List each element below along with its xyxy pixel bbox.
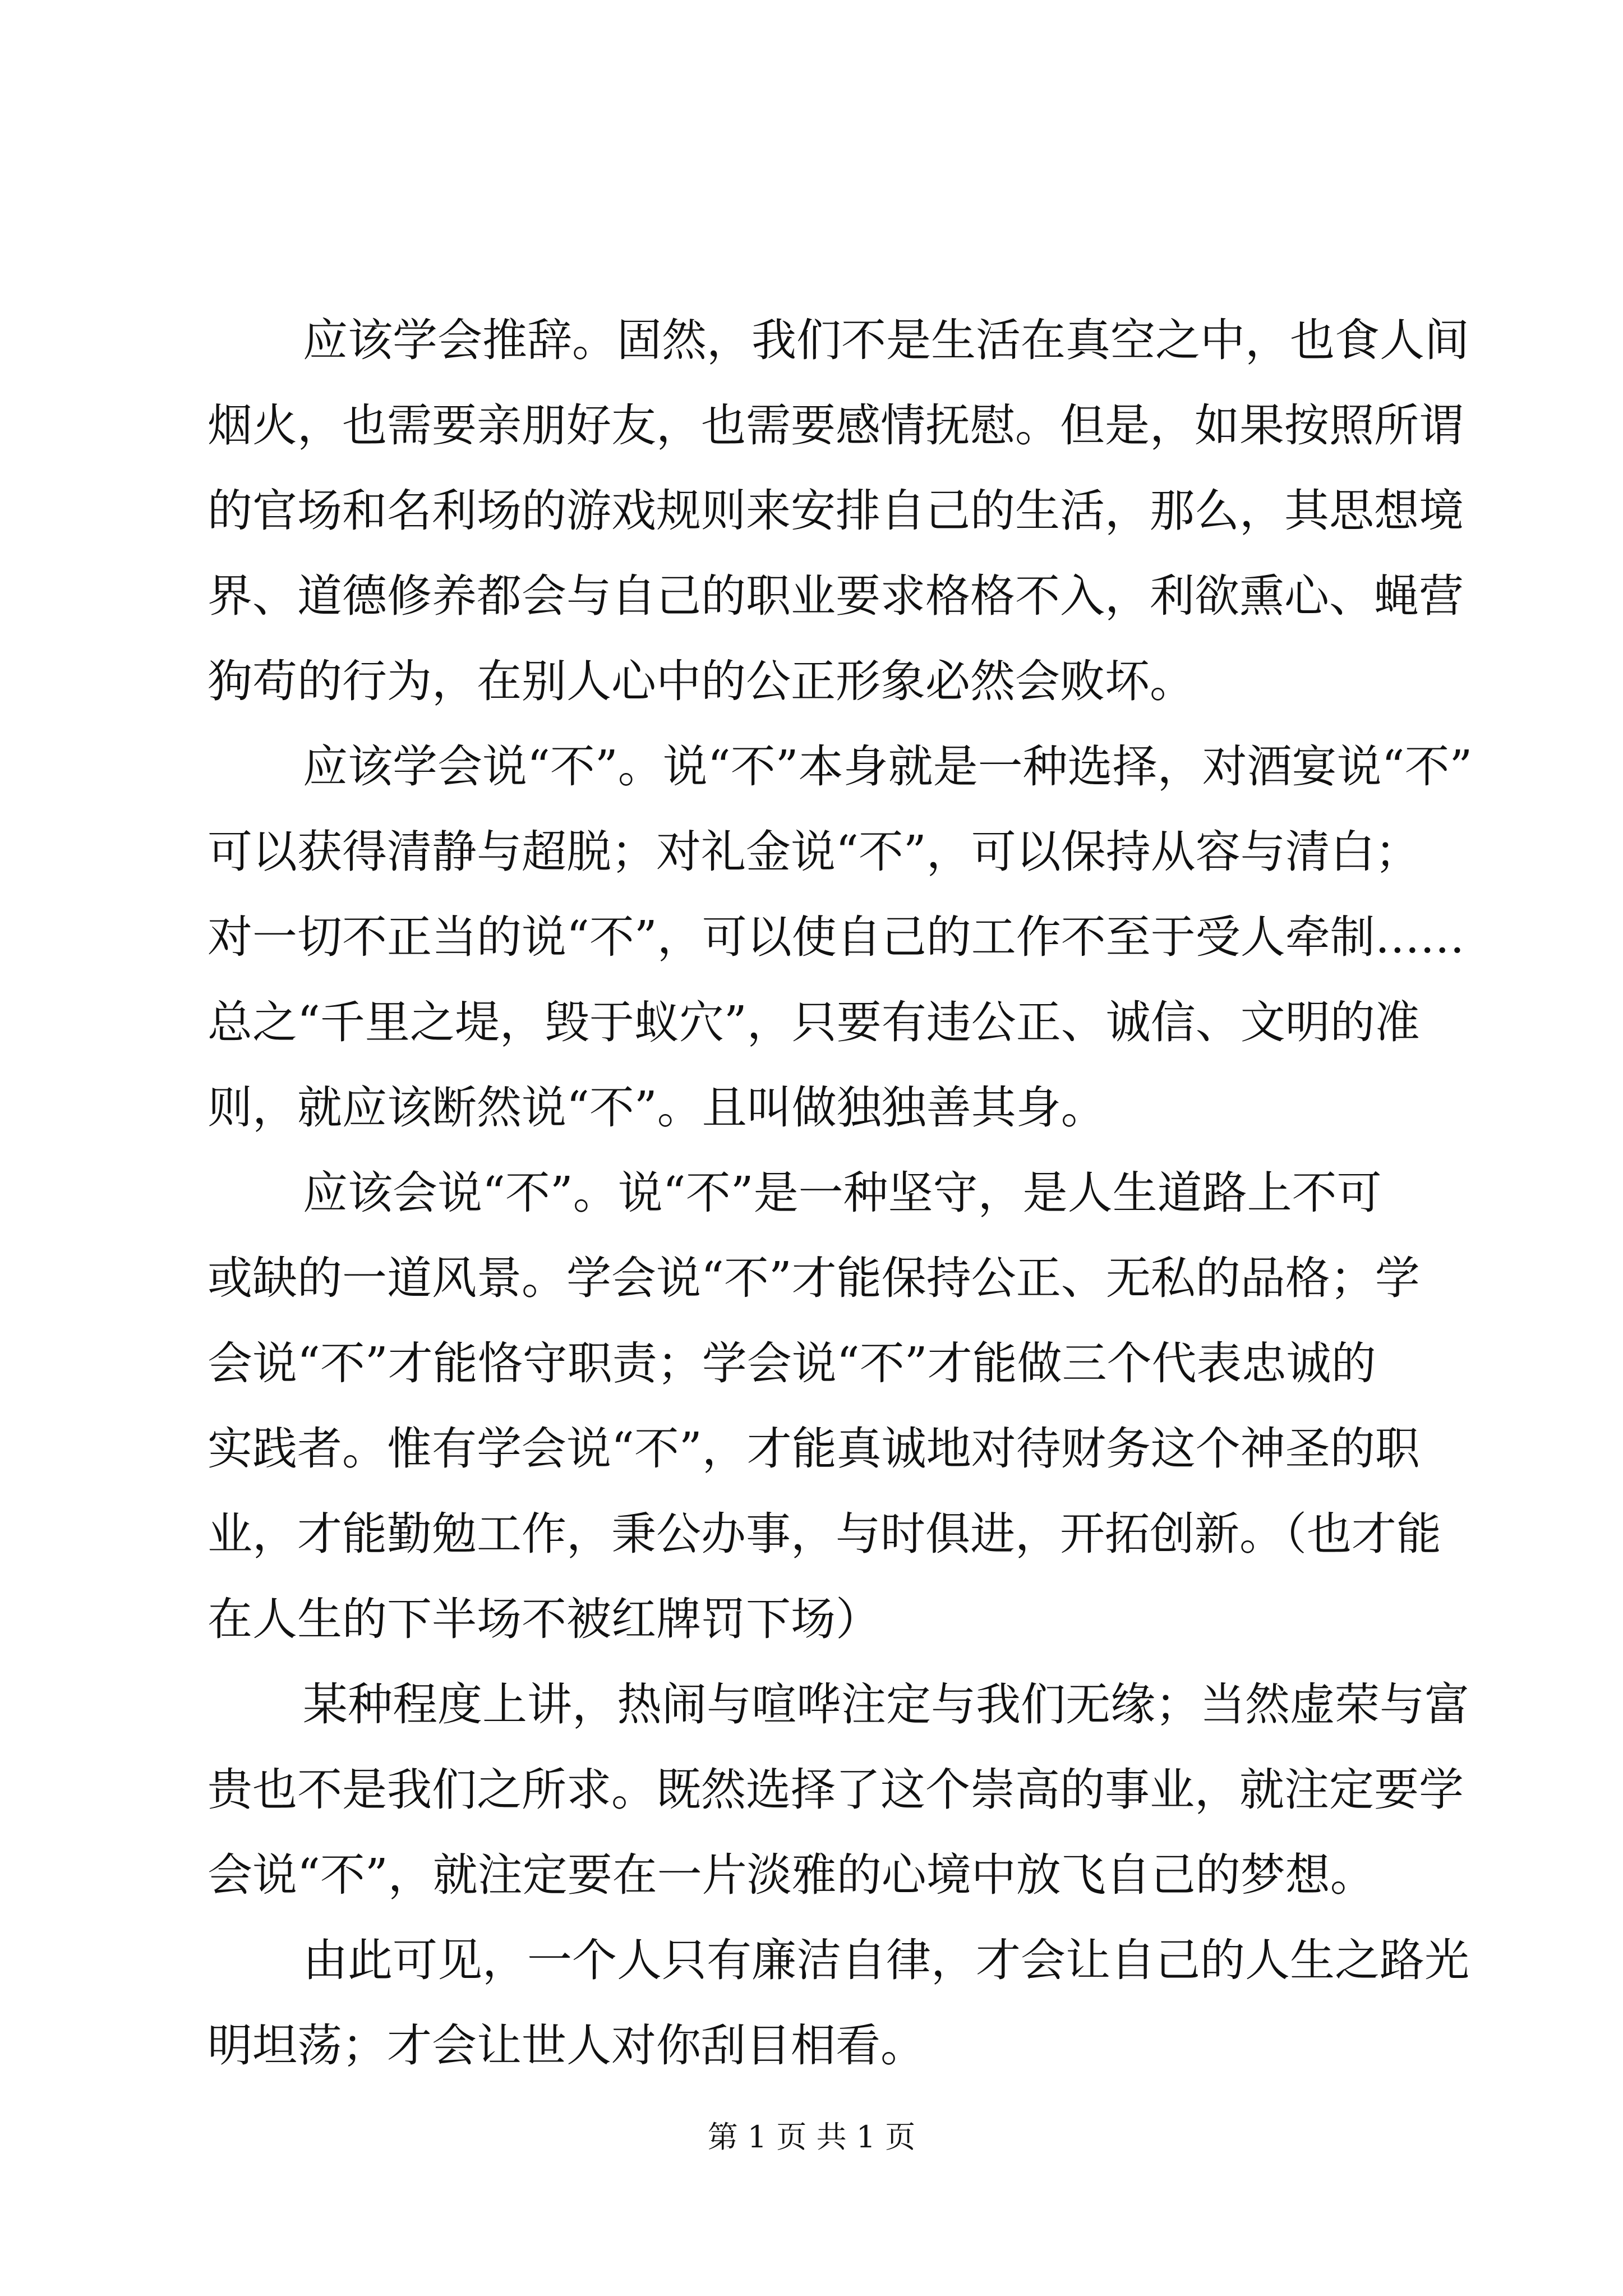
paragraph-3-line-1: 应该会说“不”。说“不”是一种坚守，是人生道路上不可 — [303, 1167, 1382, 1219]
paragraph-5-line-1: 由此可见，一个人只有廉洁自律，才会让自己的人生之路光 — [303, 1934, 1469, 1986]
paragraph-3-line-5: 业，才能勤勉工作，秉公办事，与时俱进，开拓创新。（也才能 — [208, 1508, 1441, 1560]
paragraph-3-line-6: 在人生的下半场不被红牌罚下场） — [208, 1593, 880, 1645]
paragraph-4-line-3: 会说“不”，就注定要在一片淡雅的心境中放飞自己的梦想。 — [208, 1849, 1375, 1901]
paragraph-3-line-4: 实践者。惟有学会说“不”，才能真诚地对待财务这个神圣的职 — [208, 1423, 1420, 1475]
page-footer: 第 1 页 共 1 页 — [707, 2119, 916, 2155]
paragraph-1-line-1: 应该学会推辞。固然，我们不是生活在真空之中，也食人间 — [303, 314, 1469, 366]
paragraph-3-line-3: 会说“不”才能恪守职责；学会说“不”才能做三个代表忠诚的 — [208, 1337, 1376, 1389]
paragraph-4-line-1: 某种程度上讲，热闹与喧哗注定与我们无缘；当然虚荣与富 — [303, 1678, 1469, 1731]
paragraph-1-line-4: 界、道德修养都会与自己的职业要求格格不入，利欲熏心、蝇营 — [208, 570, 1464, 622]
paragraph-2-line-2: 可以获得清静与超脱；对礼金说“不”，可以保持从容与清白； — [208, 826, 1420, 878]
paragraph-1-line-2: 烟火，也需要亲朋好友，也需要感情抚慰。但是，如果按照所谓 — [208, 399, 1464, 452]
paragraph-2-line-4: 总之“千里之堤，毁于蚁穴”，只要有违公正、诚信、文明的准 — [208, 996, 1420, 1048]
paragraph-3-line-2: 或缺的一道风景。学会说“不”才能保持公正、无私的品格；学 — [208, 1252, 1420, 1304]
paragraph-4-line-2: 贵也不是我们之所求。既然选择了这个崇高的事业，就注定要学 — [208, 1764, 1464, 1816]
paragraph-5-line-2: 明坦荡；才会让世人对你刮目相看。 — [208, 2019, 925, 2072]
paragraph-2-line-5: 则，就应该断然说“不”。且叫做独独善其身。 — [208, 1082, 1106, 1134]
paragraph-2-line-1: 应该学会说“不”。说“不”本身就是一种选择，对酒宴说“不” — [303, 740, 1473, 793]
paragraph-1-line-5: 狗苟的行为，在别人心中的公正形象必然会败坏。 — [208, 655, 1195, 707]
paragraph-2-line-3: 对一切不正当的说“不”，可以使自己的工作不至于受人牵制…… — [208, 911, 1465, 963]
paragraph-1-line-3: 的官场和名利场的游戏规则来安排自己的生活，那么，其思想境 — [208, 485, 1464, 537]
